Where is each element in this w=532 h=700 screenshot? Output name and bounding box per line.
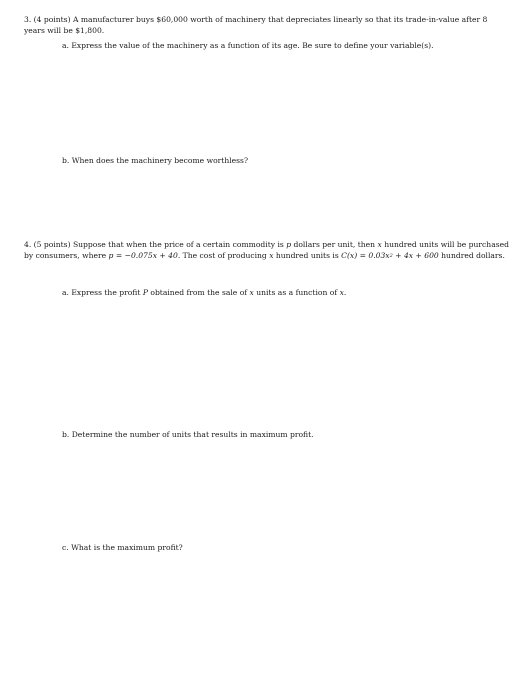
problem-4-part-c-text: c. What is the maximum profit? [62, 543, 183, 552]
problem-4-part-a [62, 287, 502, 298]
problem-3-part-a [62, 40, 502, 51]
problem-4-part-a-text-2: obtained from the sale of [147, 288, 250, 297]
cost-function-lhs: C(x) = 0.03x [341, 251, 390, 261]
problem-4-stem-text-1: 4. (5 points) Suppose that when the price of a certain commodity is [24, 240, 287, 249]
problem-4-part-c [62, 542, 502, 553]
cost-function [341, 251, 439, 260]
price-equation: p = −0.075x + 40 [108, 251, 178, 261]
problem-3-stem-text: 3. (4 points) A manufacturer buys $60,000 worth of machinery that depreciates linearly so that its trade-in-value after 8 years will be $1,800. [24, 15, 488, 36]
variable-x-3: x [249, 288, 254, 297]
problem-3-stem [24, 14, 510, 37]
variable-x: x [377, 240, 382, 249]
problem-4-part-a-text-1: a. Express the profit [62, 288, 143, 297]
variable-p: p [286, 240, 292, 249]
problem-4-part-b [62, 429, 502, 440]
problem-4-stem-text-6: hundred dollars. [438, 251, 505, 261]
problem-4-part-a-text-3: units as a function of [253, 288, 340, 297]
cost-function-exponent: 2 [389, 252, 393, 259]
problem-4-stem-text-3: hundred units will be purchased by consumers, where [24, 240, 509, 261]
problem-4-stem-text-5: hundred units is [273, 251, 342, 261]
problem-3-part-b [62, 155, 502, 166]
problem-3-part-b-text: b. When does the machinery become worthless? [62, 156, 249, 165]
cost-function-rhs: + 4x + 600 [392, 251, 439, 261]
variable-P: P [142, 288, 148, 297]
problem-4-stem-text-2: dollars per unit, then [291, 240, 378, 249]
problem-3-part-a-text: a. Express the value of the machinery as a function of its age. Be sure to define your variable(s). [62, 41, 434, 50]
problem-4-stem-text-4: . The cost of producing [177, 251, 270, 261]
variable-x-4: x [339, 288, 344, 297]
problem-4-part-a-text-4: . [343, 288, 347, 297]
problem-4-part-b-text: b. Determine the number of units that results in maximum profit. [62, 430, 314, 439]
problem-4-stem [24, 239, 510, 262]
variable-x-2: x [269, 251, 274, 261]
